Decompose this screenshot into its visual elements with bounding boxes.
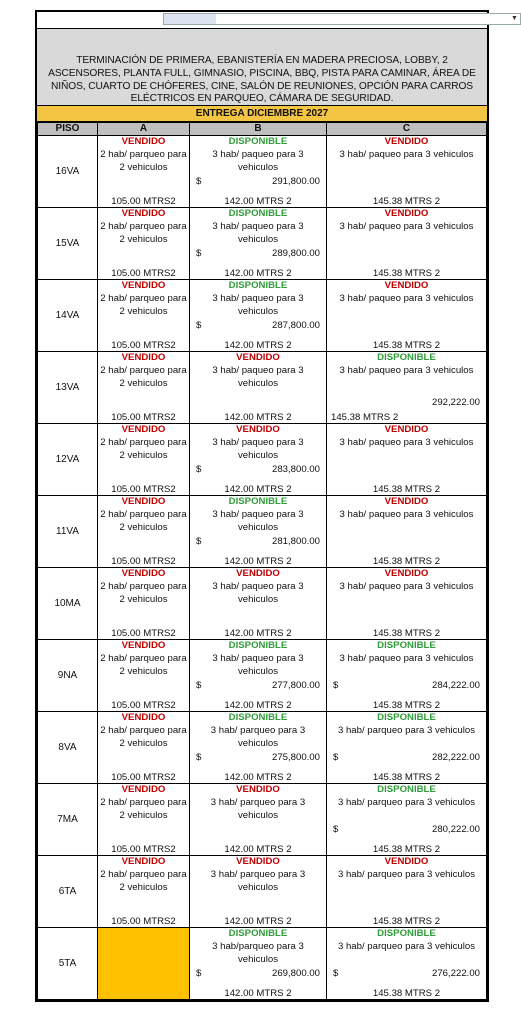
dropdown-selection	[164, 14, 216, 24]
unit-status: VENDIDO	[121, 640, 166, 651]
unit-cell-c	[327, 496, 487, 568]
unit-area: 142.00 MTRS 2	[224, 844, 292, 855]
price-amount: 281,800.00	[271, 536, 320, 547]
unit-description: 2 hab/ parqueo para 2 vehiculos	[100, 293, 187, 317]
unit-area: 145.38 MTRS 2	[372, 844, 441, 855]
unit-description: 2 hab/ parqueo para 2 vehiculos	[100, 797, 187, 821]
unit-status: DISPONIBLE	[228, 280, 288, 291]
price-amount: 275,800.00	[271, 752, 320, 763]
table-row	[38, 280, 487, 352]
currency-symbol: $	[196, 248, 202, 259]
floor-label: 6TA	[38, 856, 98, 928]
price-sheet	[35, 10, 518, 1002]
unit-description: 2 hab/ parqueo para 2 vehiculos	[100, 149, 187, 173]
unit-cell-c	[327, 136, 487, 208]
table-row	[38, 136, 487, 208]
unit-price	[196, 320, 320, 332]
unit-cell-b	[190, 496, 327, 568]
unit-description: 3 hab/parqueo para 3 vehiculos	[212, 941, 304, 965]
currency-symbol: $	[196, 680, 202, 691]
unit-cell-a	[98, 208, 190, 280]
unit-price	[196, 536, 320, 548]
unit-area: 142.00 MTRS 2	[224, 700, 292, 711]
unit-area: 105.00 MTRS2	[111, 628, 176, 639]
currency-symbol: $	[333, 824, 339, 835]
table-header-row	[38, 123, 487, 136]
unit-description: 3 hab/ parqueo para 3 vehiculos	[337, 941, 476, 952]
unit-description: 3 hab/ paqueo para 3 vehiculos	[339, 581, 474, 592]
unit-cell-b	[190, 928, 327, 1000]
unit-price	[333, 752, 480, 764]
unit-price	[196, 752, 320, 764]
unit-status: VENDIDO	[121, 280, 166, 291]
unit-status: VENDIDO	[384, 856, 429, 867]
unit-area: 142.00 MTRS 2	[224, 412, 292, 423]
unit-cell-a	[98, 352, 190, 424]
unit-area: 142.00 MTRS 2	[224, 340, 292, 351]
unit-cell-c	[327, 280, 487, 352]
unit-description: 2 hab/ parqueo para 2 vehiculos	[100, 581, 187, 605]
unit-description: 2 hab/ parqueo para 2 vehiculos	[100, 365, 187, 389]
unit-status: VENDIDO	[121, 856, 166, 867]
unit-description: 2 hab/ parqueo para 2 vehiculos	[100, 869, 187, 893]
header-c: C	[327, 123, 487, 136]
floor-label: 7MA	[38, 784, 98, 856]
unit-cell-c	[327, 568, 487, 640]
unit-cell-b	[190, 136, 327, 208]
unit-area: 145.38 MTRS 2	[372, 556, 441, 567]
unit-description: 2 hab/ parqueo para 2 vehiculos	[100, 221, 187, 245]
unit-cell-a	[98, 424, 190, 496]
unit-cell-b	[190, 640, 327, 712]
unit-cell-b	[190, 280, 327, 352]
unit-description: 3 hab/ paqueo para 3 vehiculos	[212, 581, 304, 605]
unit-status: DISPONIBLE	[228, 712, 288, 723]
price-amount: 276,222.00	[431, 968, 480, 979]
unit-cell-c	[327, 424, 487, 496]
unit-area: 105.00 MTRS2	[111, 268, 176, 279]
unit-area: 142.00 MTRS 2	[224, 916, 292, 927]
unit-area: 105.00 MTRS2	[111, 412, 176, 423]
unit-status: VENDIDO	[384, 496, 429, 507]
unit-cell-a	[98, 496, 190, 568]
unit-status: VENDIDO	[384, 208, 429, 219]
unit-description: 3 hab/ paqueo para 3 vehiculos	[339, 365, 474, 376]
unit-description: 3 hab/ paqueo para 3 vehiculos	[212, 653, 304, 677]
unit-area: 142.00 MTRS 2	[224, 628, 292, 639]
unit-status: VENDIDO	[121, 352, 166, 363]
currency-symbol: $	[333, 968, 339, 979]
unit-description: 3 hab/ paqueo para 3 vehiculos	[339, 221, 474, 232]
unit-description: 3 hab/ paqueo para 3 vehiculos	[339, 149, 474, 160]
price-amount: 280,222.00	[431, 824, 480, 835]
unit-status: VENDIDO	[384, 280, 429, 291]
unit-cell-c	[327, 712, 487, 784]
empty-unit-cell-a	[98, 928, 190, 1000]
unit-area: 105.00 MTRS2	[111, 916, 176, 927]
unit-area: 105.00 MTRS2	[111, 772, 176, 783]
table-row	[38, 352, 487, 424]
floor-label: 5TA	[38, 928, 98, 1000]
unit-price	[196, 680, 320, 692]
currency-symbol: $	[333, 680, 339, 691]
unit-area: 145.38 MTRS 2	[372, 988, 441, 999]
unit-status: VENDIDO	[121, 784, 166, 795]
unit-description: 3 hab/ paqueo para 3 vehiculos	[212, 509, 304, 533]
unit-status: VENDIDO	[384, 568, 429, 579]
table-row	[38, 208, 487, 280]
unit-area: 142.00 MTRS 2	[224, 484, 292, 495]
unit-status: DISPONIBLE	[228, 496, 288, 507]
unit-status: VENDIDO	[236, 856, 280, 867]
price-amount: 284,222.00	[431, 680, 480, 691]
unit-cell-b	[190, 352, 327, 424]
unit-description: 3 hab/ paqueo para 3 vehiculos	[212, 221, 304, 245]
units-table	[37, 122, 487, 1000]
currency-symbol: $	[333, 752, 339, 763]
price-amount: 277,800.00	[271, 680, 320, 691]
unit-cell-a	[98, 136, 190, 208]
unit-status: VENDIDO	[236, 424, 280, 435]
unit-area: 145.38 MTRS 2	[331, 412, 399, 423]
unit-description: 3 hab/ parqueo para 3 vehiculos	[210, 797, 306, 821]
unit-cell-a	[98, 784, 190, 856]
unit-area: 142.00 MTRS 2	[224, 196, 292, 207]
unit-status: VENDIDO	[384, 136, 429, 147]
unit-description: 3 hab/ parqueo para 3 vehiculos	[210, 725, 306, 749]
unit-status: VENDIDO	[121, 136, 166, 147]
chevron-down-icon[interactable]: ▼	[511, 15, 518, 22]
unit-area: 142.00 MTRS 2	[224, 556, 292, 567]
unit-area: 145.38 MTRS 2	[372, 484, 441, 495]
unit-area: 145.38 MTRS 2	[372, 268, 441, 279]
unit-status: DISPONIBLE	[377, 640, 436, 651]
unit-cell-c	[327, 208, 487, 280]
unit-area: 105.00 MTRS2	[111, 340, 176, 351]
floor-label: 12VA	[38, 424, 98, 496]
unit-cell-b	[190, 784, 327, 856]
unit-area: 145.38 MTRS 2	[372, 628, 441, 639]
unit-status: VENDIDO	[236, 784, 280, 795]
unit-description: 3 hab/ paqueo para 3 vehiculos	[212, 365, 304, 389]
unit-price	[196, 248, 320, 260]
unit-cell-b	[190, 856, 327, 928]
unit-cell-c	[327, 856, 487, 928]
table-row	[38, 424, 487, 496]
currency-symbol: $	[196, 968, 202, 979]
unit-status: VENDIDO	[121, 568, 166, 579]
table-row	[38, 568, 487, 640]
unit-description: 3 hab/ paqueo para 3 vehiculos	[339, 653, 474, 664]
unit-status: DISPONIBLE	[377, 712, 436, 723]
unit-cell-a	[98, 280, 190, 352]
unit-description: 3 hab/ parqueo para 3 vehiculos	[337, 869, 476, 880]
table-row	[38, 928, 487, 1000]
unit-area: 105.00 MTRS2	[111, 556, 176, 567]
floor-label: 11VA	[38, 496, 98, 568]
unit-description: 3 hab/ paqueo para 3 vehiculos	[212, 149, 304, 173]
price-amount: 289,800.00	[271, 248, 320, 259]
unit-status: VENDIDO	[121, 208, 166, 219]
unit-cell-a	[98, 712, 190, 784]
table-row	[38, 640, 487, 712]
currency-symbol: $	[196, 176, 202, 187]
filter-bar	[37, 12, 518, 29]
unit-area: 142.00 MTRS 2	[224, 268, 292, 279]
unit-area: 145.38 MTRS 2	[372, 340, 441, 351]
unit-area: 145.38 MTRS 2	[372, 196, 441, 207]
unit-description: 3 hab/ paqueo para 3 vehiculos	[212, 293, 304, 317]
unit-area: 105.00 MTRS2	[111, 844, 176, 855]
unit-price	[196, 464, 320, 476]
floor-label: 8VA	[38, 712, 98, 784]
unit-price	[333, 680, 480, 692]
unit-status: DISPONIBLE	[228, 136, 288, 147]
unit-area: 145.38 MTRS 2	[372, 700, 441, 711]
floor-label: 13VA	[38, 352, 98, 424]
unit-status: DISPONIBLE	[228, 640, 288, 651]
unit-area: 145.38 MTRS 2	[372, 916, 441, 927]
table-row	[38, 712, 487, 784]
unit-price	[333, 824, 480, 836]
unit-status: DISPONIBLE	[377, 784, 436, 795]
unit-cell-a	[98, 856, 190, 928]
unit-description: 3 hab/ parqueo para 3 vehiculos	[337, 725, 476, 736]
unit-status: VENDIDO	[121, 496, 166, 507]
price-amount: 282,222.00	[431, 752, 480, 763]
unit-description: 2 hab/ parqueo para 2 vehiculos	[100, 653, 187, 677]
floor-label: 16VA	[38, 136, 98, 208]
unit-status: VENDIDO	[236, 568, 280, 579]
unit-description: 3 hab/ parqueo para 3 vehiculos	[337, 797, 476, 808]
table-row	[38, 496, 487, 568]
project-description: TERMINACIÓN DE PRIMERA, EBANISTERÍA EN MADERA PRECIOSA, LOBBY, 2 ASCENSORES, PLANTA FULL, GIMNASIO, PISCINA, BBQ, PISTA PARA CAMINAR, ÁREA DE NIÑOS, CUARTO DE CHÓFERES, CINE, SALÓN DE REUNIONES, OPCIÓN PARA CARROS ELÉCTRICOS EN PARQUEO, CÁMARA DE SEGURIDAD.	[37, 29, 487, 106]
unit-status: VENDIDO	[121, 712, 166, 723]
unit-area: 105.00 MTRS2	[111, 196, 176, 207]
header-a: A	[98, 123, 190, 136]
price-amount: 292,222.00	[431, 397, 480, 408]
unit-price	[196, 968, 320, 980]
unit-status: DISPONIBLE	[228, 208, 288, 219]
table-row	[38, 784, 487, 856]
header-piso: PISO	[38, 123, 98, 136]
unit-area: 105.00 MTRS2	[111, 484, 176, 495]
unit-price	[333, 968, 480, 980]
floor-label: 10MA	[38, 568, 98, 640]
currency-symbol: $	[196, 320, 202, 331]
filter-dropdown[interactable]	[163, 13, 521, 25]
floor-label: 9NA	[38, 640, 98, 712]
currency-symbol: $	[196, 752, 202, 763]
currency-symbol: $	[196, 536, 202, 547]
unit-description: 3 hab/ paqueo para 3 vehiculos	[212, 437, 304, 461]
price-amount: 287,800.00	[271, 320, 320, 331]
unit-cell-c	[327, 784, 487, 856]
floor-label: 14VA	[38, 280, 98, 352]
unit-cell-a	[98, 640, 190, 712]
header-b: B	[190, 123, 327, 136]
unit-description: 2 hab/ parqueo para 2 vehiculos	[100, 725, 187, 749]
unit-description: 3 hab/ paqueo para 3 vehiculos	[339, 509, 474, 520]
unit-cell-c	[327, 928, 487, 1000]
unit-description: 3 hab/ paqueo para 3 vehiculos	[339, 293, 474, 304]
unit-status: VENDIDO	[121, 424, 166, 435]
floor-label: 15VA	[38, 208, 98, 280]
unit-cell-a	[98, 568, 190, 640]
unit-description: 3 hab/ parqueo para 3 vehiculos	[210, 869, 306, 893]
unit-status: DISPONIBLE	[228, 928, 288, 939]
unit-cell-b	[190, 712, 327, 784]
price-amount: 269,800.00	[271, 968, 320, 979]
unit-cell-b	[190, 424, 327, 496]
unit-description: 3 hab/ paqueo para 3 vehiculos	[339, 437, 474, 448]
currency-symbol: $	[196, 464, 202, 475]
delivery-date-banner: ENTREGA DICIEMBRE 2027	[37, 106, 487, 122]
unit-cell-c	[327, 352, 487, 424]
unit-area: 105.00 MTRS2	[111, 700, 176, 711]
unit-area: 145.38 MTRS 2	[372, 772, 441, 783]
unit-status: DISPONIBLE	[377, 928, 436, 939]
unit-status: VENDIDO	[384, 424, 429, 435]
unit-area: 142.00 MTRS 2	[224, 988, 292, 999]
table-row	[38, 856, 487, 928]
unit-description: 2 hab/ parqueo para 2 vehiculos	[100, 437, 187, 461]
unit-area: 142.00 MTRS 2	[224, 772, 292, 783]
price-amount: 283,800.00	[271, 464, 320, 475]
unit-cell-b	[190, 568, 327, 640]
unit-price	[196, 176, 320, 188]
unit-cell-c	[327, 640, 487, 712]
price-amount: 291,800.00	[271, 176, 320, 187]
unit-cell-b	[190, 208, 327, 280]
unit-status: VENDIDO	[236, 352, 280, 363]
unit-status: DISPONIBLE	[377, 352, 436, 363]
unit-description: 2 hab/ parqueo para 2 vehiculos	[100, 509, 187, 533]
